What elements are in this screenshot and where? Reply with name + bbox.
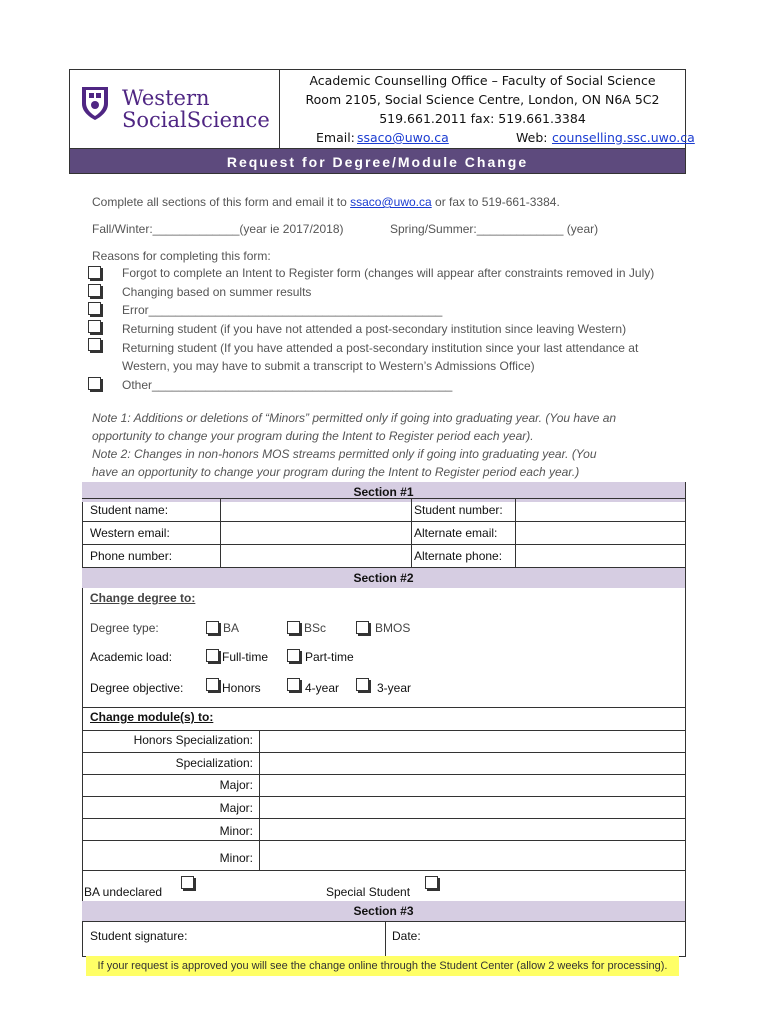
student-number-label: Student number: [414, 503, 503, 517]
logo-text-socialscience: SocialScience [122, 108, 270, 132]
section-2-header: Section #2 [82, 568, 685, 588]
reasons-heading: Reasons for completing this form: [92, 249, 271, 263]
instructions-prefix: Complete all sections of this form and email it to [92, 195, 351, 209]
objective-4year-checkbox[interactable] [287, 678, 300, 691]
reason-checkbox-error[interactable] [88, 302, 101, 315]
student-name-input[interactable] [221, 499, 410, 520]
degree-objective-label: Degree objective: [90, 681, 184, 695]
objective-3year-checkbox[interactable] [356, 678, 369, 691]
note-2-line1: Note 2: Changes in non-honors MOS streams permitted only if going into graduating year. (You [92, 447, 597, 461]
office-web-link[interactable]: counselling.ssc.uwo.ca [552, 130, 695, 145]
module-honors-spec-input[interactable] [260, 731, 684, 751]
logo-cell [70, 70, 280, 148]
col-divider [385, 921, 386, 956]
alternate-email-input[interactable] [516, 522, 684, 543]
module-major-2-input[interactable] [260, 797, 684, 817]
letterhead [69, 69, 695, 149]
degree-bmos-checkbox[interactable] [356, 621, 369, 634]
special-student-label: Special Student [326, 885, 411, 899]
phone-number-input[interactable] [221, 545, 410, 566]
load-fulltime-checkbox[interactable] [206, 649, 219, 662]
western-crest-icon [80, 84, 110, 122]
fall-winter-field[interactable]: Fall/Winter:_____________(year ie 2017/2018) [92, 222, 344, 236]
reason-returning-pse-line2: Western, you may have to submit a transcript to Western’s Admissions Office) [122, 359, 535, 373]
section-3-header: Section #3 [82, 901, 685, 921]
office-phone-fax: 519.661.2011 fax: 519.661.3384 [379, 111, 586, 126]
reason-other[interactable]: Other_____________________________________________ [122, 378, 453, 392]
reason-checkbox-returning-pse[interactable] [88, 338, 101, 351]
module-minor-2-label: Minor: [219, 851, 253, 865]
student-signature-label: Student signature: [90, 929, 188, 943]
instructions [92, 195, 560, 209]
special-student-checkbox[interactable] [425, 876, 438, 889]
reason-error[interactable]: Error____________________________________________ [122, 303, 443, 317]
logo-text-western: Western [122, 86, 210, 110]
spring-summer-field[interactable]: Spring/Summer:_____________ (year) [390, 222, 599, 236]
academic-load-label: Academic load: [90, 650, 173, 664]
module-major-1-input[interactable] [260, 775, 684, 795]
ba-undeclared-checkbox[interactable] [181, 876, 194, 889]
table-border-right [685, 482, 686, 956]
objective-4year-label: 4-year [305, 681, 340, 695]
module-minor-1-input[interactable] [260, 819, 684, 839]
objective-3year-label: 3-year [377, 681, 412, 695]
module-minor-1-label: Minor: [219, 824, 253, 838]
objective-honors-label: Honors [222, 681, 261, 695]
student-signature-input[interactable] [200, 922, 384, 955]
degree-ba-label: BA [223, 621, 240, 635]
reason-returning-no-pse: Returning student (if you have not attended a post-secondary institution since leaving Western) [122, 322, 627, 336]
change-modules-heading: Change module(s) to: [90, 710, 214, 724]
phone-number-label: Phone number: [90, 549, 173, 563]
reason-checkbox-forgot[interactable] [88, 266, 101, 279]
module-major-1-label: Major: [219, 778, 253, 792]
approval-note: If your request is approved you will see the change online through the Student Center (allow 2 weeks for processing). [86, 956, 679, 976]
degree-type-label: Degree type: [90, 621, 159, 635]
date-input[interactable] [426, 922, 684, 955]
load-parttime-label: Part-time [305, 650, 354, 664]
degree-bsc-label: BSc [304, 621, 327, 635]
degree-bmos-label: BMOS [375, 621, 411, 635]
module-spec-input[interactable] [260, 753, 684, 773]
office-address: Room 2105, Social Science Centre, London, ON N6A 5C2 [305, 92, 660, 107]
ba-undeclared-label: BA undeclared [84, 885, 163, 899]
load-parttime-checkbox[interactable] [287, 649, 300, 662]
note-1-line1: Note 1: Additions or deletions of “Minors” permitted only if going into graduating year. (You have an [92, 411, 617, 425]
office-name: Academic Counselling Office – Faculty of Social Science [309, 73, 656, 88]
email-label: Email: [316, 130, 355, 145]
western-email-input[interactable] [221, 522, 410, 543]
instructions-email-link[interactable]: ssaco@uwo.ca [350, 195, 432, 209]
degree-bsc-checkbox[interactable] [287, 621, 300, 634]
alternate-email-label: Alternate email: [414, 526, 498, 540]
module-honors-spec-label: Honors Specialization: [133, 733, 253, 747]
reason-checkbox-summer[interactable] [88, 284, 101, 297]
note-2-line2: have an opportunity to change your program during the Intent to Register period each year.) [92, 465, 580, 479]
student-number-input[interactable] [516, 499, 684, 520]
module-major-2-label: Major: [219, 801, 253, 815]
row-divider [82, 707, 686, 708]
alternate-phone-input[interactable] [516, 545, 684, 566]
row-divider [82, 870, 686, 871]
reason-returning-pse-line1: Returning student (If you have attended a post-secondary institution since your last attendance at [122, 341, 639, 355]
reason-checkbox-returning-no-pse[interactable] [88, 320, 101, 333]
date-label: Date: [392, 929, 421, 943]
western-email-label: Western email: [90, 526, 170, 540]
col-divider [411, 498, 412, 567]
load-fulltime-label: Full-time [222, 650, 269, 664]
note-1-line2: opportunity to change your program during the Intent to Register period each year). [92, 429, 534, 443]
student-name-label: Student name: [90, 503, 169, 517]
section-1-header: Section #1 [82, 482, 685, 502]
alternate-phone-label: Alternate phone: [414, 549, 503, 563]
instructions-suffix: or fax to 519-661-3384. [431, 195, 560, 209]
change-degree-heading: Change degree to: [90, 591, 196, 605]
web-label: Web: [516, 130, 548, 145]
objective-honors-checkbox[interactable] [206, 678, 219, 691]
module-spec-label: Specialization: [175, 756, 253, 770]
reason-checkbox-other[interactable] [88, 377, 101, 390]
form-title: Request for Degree/Module Change [69, 148, 686, 174]
module-minor-2-input[interactable] [260, 841, 684, 869]
office-email-link[interactable]: ssaco@uwo.ca [357, 130, 449, 145]
reason-summer: Changing based on summer results [122, 285, 312, 299]
degree-ba-checkbox[interactable] [206, 621, 219, 634]
reason-forgot: Forgot to complete an Intent to Register form (changes will appear after constraints removed in July) [122, 266, 655, 280]
table-border-left [82, 482, 83, 956]
